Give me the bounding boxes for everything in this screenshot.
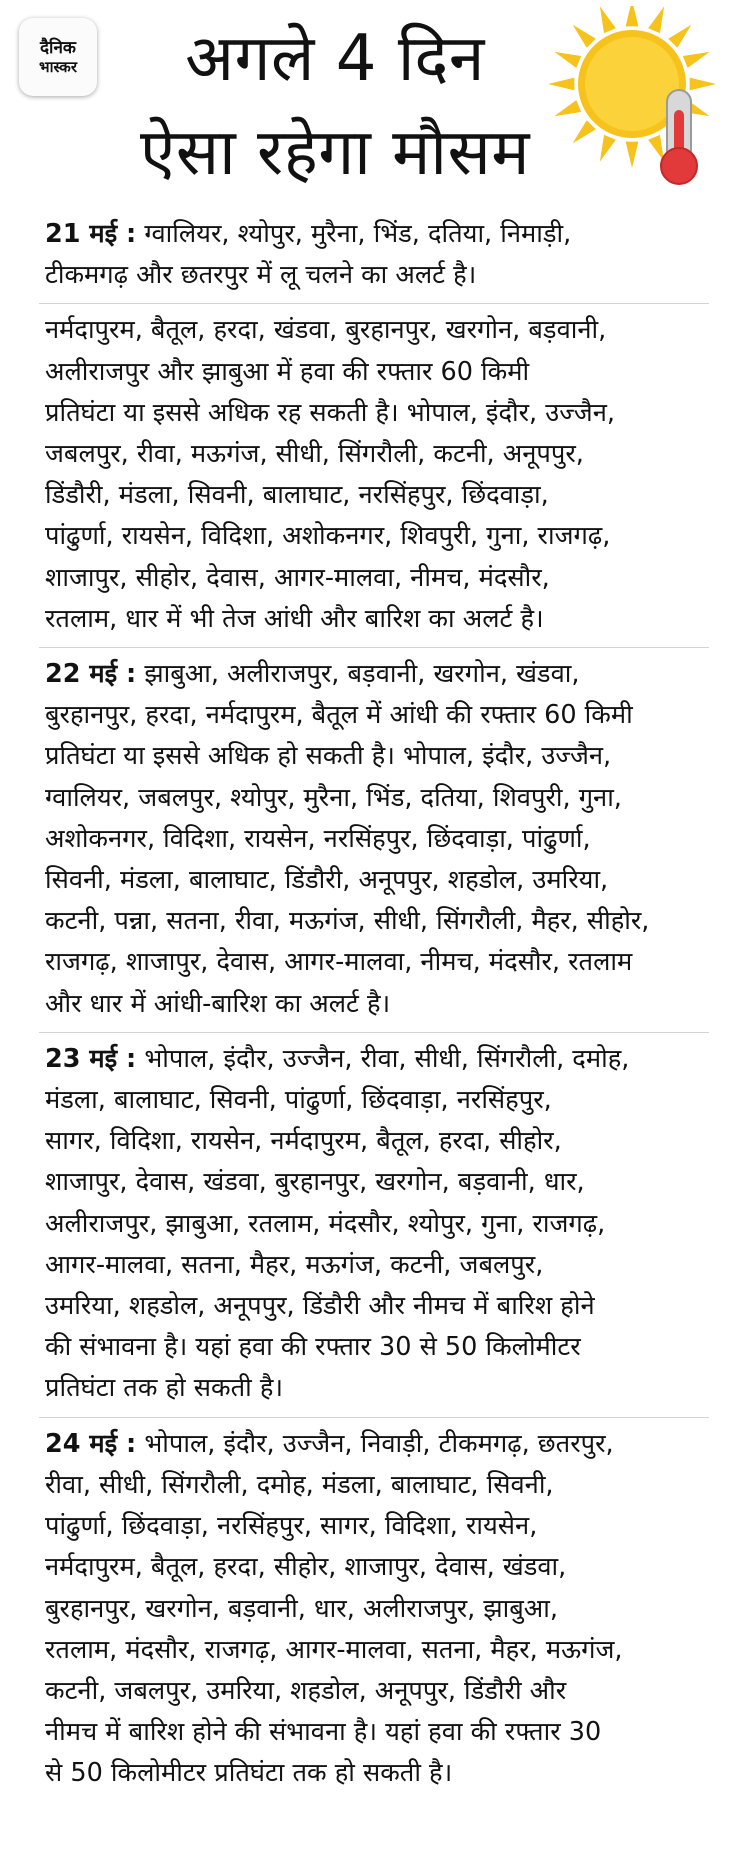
forecast-day-label: 24 मई : — [45, 1428, 137, 1459]
forecast-line — [45, 516, 703, 557]
forecast-text: रतलाम, धार में भी तेज आंधी और बारिश का अलर्ट है। — [45, 603, 544, 634]
section-divider — [39, 1417, 709, 1418]
forecast-day-label: 22 मई : — [45, 659, 137, 690]
forecast-text: राजगढ़, शाजापुर, देवास, आगर-मालवा, नीमच, मंदसौर, रतलाम — [45, 947, 633, 978]
section-divider — [39, 303, 709, 304]
header — [0, 0, 730, 212]
forecast-line — [45, 778, 703, 819]
sun-ray — [668, 25, 691, 48]
forecast-line — [45, 434, 703, 475]
forecast-text: उमरिया, शहडोल, अनूपपुर, डिंडौरी और नीमच में बारिश होने — [45, 1291, 595, 1322]
forecast-text: अलीराजपुर, झाबुआ, रतलाम, मंदसौर, श्योपुर, गुना, राजगढ़, — [45, 1208, 606, 1239]
forecast-text: मंडला, बालाघाट, सिवनी, पांढुर्णा, छिंदवाड़ा, नरसिंहपुर, — [45, 1085, 552, 1116]
forecast-list — [45, 214, 703, 1795]
forecast-text: प्रतिघंटा या इससे अधिक रह सकती है। भोपाल, इंदौर, उज्जैन, — [45, 397, 615, 428]
forecast-day-block — [45, 1424, 703, 1795]
forecast-line — [45, 1465, 703, 1506]
forecast-text: बुरहानपुर, खरगोन, बड़वानी, धार, अलीराजपुर, झाबुआ, — [45, 1593, 558, 1624]
forecast-text: शाजापुर, देवास, खंडवा, बुरहानपुर, खरगोन, बड़वानी, धार, — [45, 1167, 585, 1198]
sun-ray — [600, 6, 616, 33]
forecast-text: भोपाल, इंदौर, उज्जैन, रीवा, सीधी, सिंगरौली, दमोह, — [136, 1043, 630, 1074]
forecast-text: ग्वालियर, जबलपुर, श्योपुर, मुरैना, भिंड, दतिया, शिवपुरी, गुना, — [45, 782, 622, 813]
forecast-line — [45, 310, 703, 351]
forecast-line — [45, 1424, 703, 1465]
forecast-line — [45, 1671, 703, 1712]
forecast-line — [45, 1589, 703, 1630]
forecast-text: नर्मदापुरम, बैतूल, हरदा, खंडवा, बुरहानपुर, खरगोन, बड़वानी, — [45, 315, 607, 346]
forecast-text: नर्मदापुरम, बैतूल, हरदा, सीहोर, शाजापुर, देवास, खंडवा, — [45, 1552, 567, 1583]
forecast-line — [45, 860, 703, 901]
forecast-text: जबलपुर, रीवा, मऊगंज, सीधी, सिंगरौली, कटनी, अनूपपुर, — [45, 439, 584, 470]
forecast-line — [45, 1753, 703, 1794]
forecast-line — [45, 1630, 703, 1671]
forecast-text: कटनी, पन्ना, सतना, रीवा, मऊगंज, सीधी, सिंगरौली, मैहर, सीहोर, — [45, 906, 650, 937]
forecast-text: सिवनी, मंडला, बालाघाट, डिंडौरी, अनूपपुर, शहडोल, उमरिया, — [45, 865, 609, 896]
sun-ray — [573, 25, 596, 48]
section-divider — [39, 1032, 709, 1033]
sun-core — [585, 37, 679, 131]
forecast-text: भोपाल, इंदौर, उज्जैन, निवाड़ी, टीकमगढ़, छतरपुर, — [136, 1428, 614, 1459]
forecast-line — [45, 255, 703, 296]
page-title-line2: ऐसा रहेगा मौसम — [139, 116, 531, 190]
forecast-text: पांढुर्णा, रायसेन, विदिशा, अशोकनगर, शिवपुरी, गुना, राजगढ़, — [45, 521, 611, 552]
forecast-text: पांढुर्णा, छिंदवाड़ा, नरसिंहपुर, सागर, विदिशा, रायसेन, — [45, 1511, 538, 1542]
forecast-day-block — [45, 310, 703, 640]
forecast-text: प्रतिघंटा तक हो सकती है। — [45, 1373, 284, 1404]
forecast-text: ग्वालियर, श्योपुर, मुरैना, भिंड, दतिया, निमाड़ी, — [136, 219, 572, 249]
forecast-line — [45, 695, 703, 736]
forecast-line — [45, 901, 703, 942]
forecast-text: कटनी, जबलपुर, उमरिया, शहडोल, अनूपपुर, डिंडौरी और — [45, 1675, 567, 1706]
forecast-line — [45, 1547, 703, 1588]
sun-ray — [626, 6, 639, 26]
forecast-line — [45, 1286, 703, 1327]
section-divider — [39, 647, 709, 648]
sun-ray — [626, 142, 639, 168]
forecast-day-block — [45, 654, 703, 1025]
sun-ray — [648, 6, 664, 33]
sun-ray — [554, 52, 581, 68]
forecast-line — [45, 558, 703, 599]
brand-logo — [19, 18, 97, 96]
sun-ray — [600, 135, 616, 162]
forecast-line — [45, 984, 703, 1025]
brand-logo-line2: भास्कर — [39, 58, 77, 76]
forecast-line — [45, 819, 703, 860]
forecast-text: बुरहानपुर, हरदा, नर्मदापुरम, बैतूल में आंधी की रफ्तार 60 किमी — [45, 700, 633, 731]
forecast-day-label: 23 मई : — [45, 1043, 137, 1074]
forecast-line — [45, 1506, 703, 1547]
forecast-line — [45, 1204, 703, 1245]
forecast-line — [45, 942, 703, 983]
sun-ray — [683, 52, 710, 68]
forecast-text: रीवा, सीधी, सिंगरौली, दमोह, मंडला, बालाघाट, सिवनी, — [45, 1469, 554, 1500]
sun-thermometer-icon — [548, 6, 726, 196]
sun-ray — [648, 135, 664, 162]
sun-ray — [548, 78, 574, 91]
forecast-text: प्रतिघंटा या इससे अधिक हो सकती है। भोपाल, इंदौर, उज्जैन, — [45, 741, 612, 772]
sun-ray — [573, 120, 596, 143]
forecast-line — [45, 599, 703, 640]
forecast-line — [45, 1162, 703, 1203]
forecast-line — [45, 736, 703, 777]
forecast-text: टीकमगढ़ और छतरपुर में लू चलने का अलर्ट है। — [45, 260, 477, 291]
forecast-text: सागर, विदिशा, रायसेन, नर्मदापुरम, बैतूल, हरदा, सीहोर, — [45, 1126, 562, 1157]
forecast-day-block — [45, 1039, 703, 1410]
forecast-line — [45, 1039, 703, 1080]
forecast-line — [45, 214, 703, 255]
forecast-text: की संभावना है। यहां हवा की रफ्तार 30 से 50 किलोमीटर — [45, 1332, 581, 1363]
sun-ray — [690, 78, 716, 91]
forecast-line — [45, 1245, 703, 1286]
forecast-line — [45, 393, 703, 434]
sun-ray — [554, 100, 581, 116]
forecast-text: नीमच में बारिश होने की संभावना है। यहां हवा की रफ्तार 30 — [45, 1717, 602, 1748]
forecast-text: आगर-मालवा, सतना, मैहर, मऊगंज, कटनी, जबलपुर, — [45, 1249, 544, 1280]
brand-logo-line1: दैनिक — [40, 38, 76, 58]
forecast-day-label: 21 मई : — [45, 219, 137, 249]
page-title-line1: अगले 4 दिन — [185, 22, 485, 96]
forecast-text: और धार में आंधी-बारिश का अलर्ट है। — [45, 988, 391, 1019]
forecast-line — [45, 1368, 703, 1409]
thermometer-bulb — [661, 148, 697, 184]
forecast-text: रतलाम, मंदसौर, राजगढ़, आगर-मालवा, सतना, मैहर, मऊगंज, — [45, 1634, 623, 1665]
forecast-day-block — [45, 214, 703, 296]
forecast-text: अशोकनगर, विदिशा, रायसेन, नरसिंहपुर, छिंदवाड़ा, पांढुर्णा, — [45, 823, 591, 854]
forecast-line — [45, 352, 703, 393]
forecast-line — [45, 1712, 703, 1753]
forecast-line — [45, 654, 703, 695]
page-title — [100, 12, 570, 200]
forecast-line — [45, 1121, 703, 1162]
forecast-line — [45, 475, 703, 516]
forecast-text: डिंडौरी, मंडला, सिवनी, बालाघाट, नरसिंहपुर, छिंदवाड़ा, — [45, 480, 549, 511]
forecast-text: शाजापुर, सीहोर, देवास, आगर-मालवा, नीमच, मंदसौर, — [45, 562, 550, 593]
forecast-line — [45, 1080, 703, 1121]
forecast-line — [45, 1327, 703, 1368]
forecast-text: अलीराजपुर और झाबुआ में हवा की रफ्तार 60 किमी — [45, 356, 530, 387]
forecast-text: से 50 किलोमीटर प्रतिघंटा तक हो सकती है। — [45, 1758, 453, 1789]
forecast-text: झाबुआ, अलीराजपुर, बड़वानी, खरगोन, खंडवा, — [136, 659, 580, 690]
